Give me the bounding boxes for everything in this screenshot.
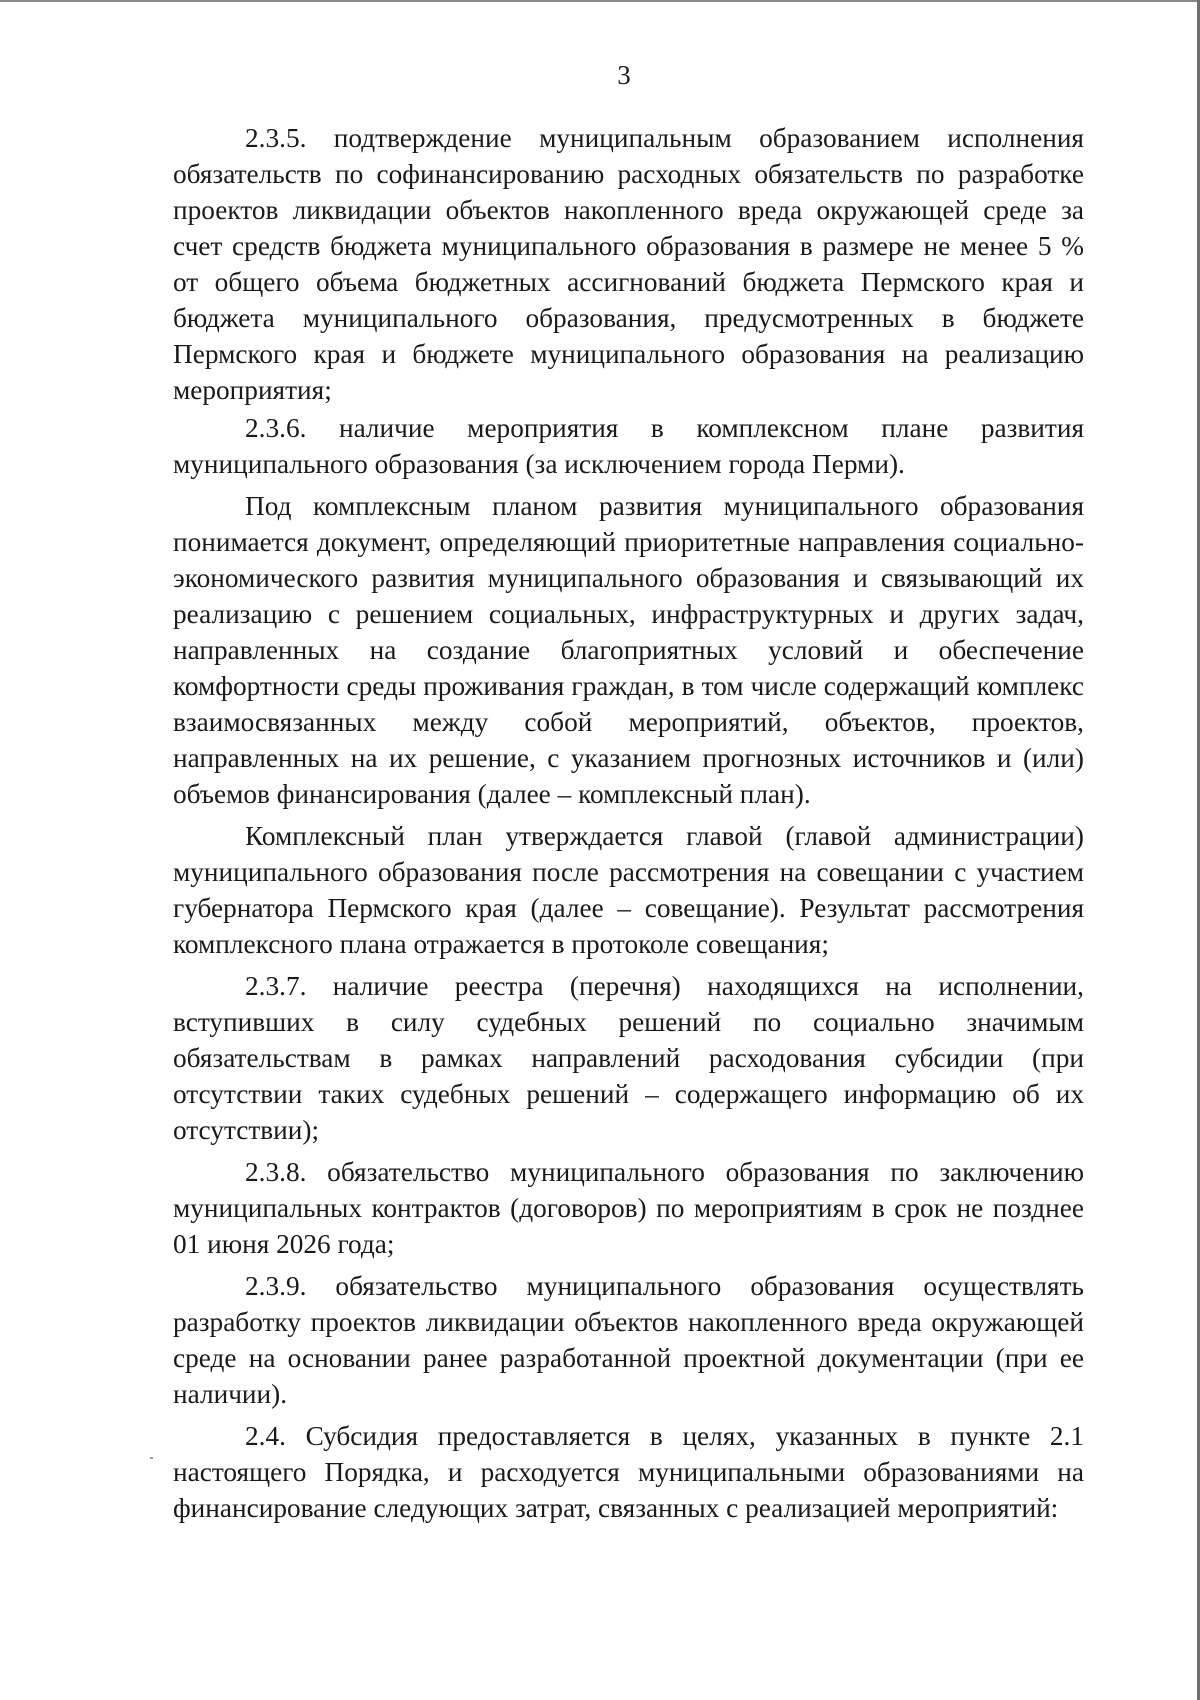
paragraph-2-3-9: 2.3.9. обязательство муниципального образования осуществлять разработку проектов ликвидации объектов накопленного вреда окружающей среде на основании ранее разработанной проектной документации (при ее наличии). [173, 1271, 1084, 1409]
page-number: 3 [617, 60, 631, 90]
paragraph-plan-definition: Под комплексным планом развития муниципального образования понимается документ, определяющий приоритетные направления социально-экономического развития муниципального образования и связывающий их реализацию с решением социальных, инфраструктурных и других задач, направленных на создание благоприятных условий и обеспечение комфортности среды проживания граждан, в том числе содержащий комплекс взаимосвязанных между собой мероприятий, объектов, проектов, направленных на их решение, с указанием прогнозных источников и (или) объемов финансирования (далее – комплексный план). [173, 491, 1084, 809]
paragraph-2-3-5: 2.3.5. подтверждение муниципальным образованием исполнения обязательств по софинансированию расходных обязательств по разработке проектов ликвидации объектов накопленного вреда окружающей среде за счет средств бюджета муниципального образования в размере не менее 5 % от общего объема бюджетных ассигнований бюджета Пермского края и бюджета муниципального образования, предусмотренных в бюджете Пермского края и бюджете муниципального образования на реализацию мероприятия; [173, 123, 1084, 405]
paragraph-2-3-6: 2.3.6. наличие мероприятия в комплексном плане развития муниципального образования (за исключением города Перми). [173, 413, 1084, 479]
document-body [173, 120, 1084, 1526]
paragraph-plan-approval: Комплексный план утверждается главой (главой администрации) муниципального образования после рассмотрения на совещании с участием губернатора Пермского края (далее – совещание). Результат рассмотрения комплексного плана отражается в протоколе совещания; [173, 821, 1084, 959]
paragraph-2-3-8: 2.3.8. обязательство муниципального образования по заключению муниципальных контрактов (договоров) по мероприятиям в срок не позднее 01 июня 2026 года; [173, 1157, 1084, 1259]
paragraph-2-3-7: 2.3.7. наличие реестра (перечня) находящихся на исполнении, вступивших в силу судебных решений по социально значимым обязательствам в рамках направлений расходования субсидии (при отсутствии таких судебных решений – содержащего информацию об их отсутствии); [173, 971, 1084, 1145]
paragraph-2-4: 2.4. Субсидия предоставляется в целях, указанных в пункте 2.1 настоящего Порядка, и расходуется муниципальными образованиями на финансирование следующих затрат, связанных с реализацией мероприятий: [173, 1421, 1084, 1523]
scan-edge-top [0, 0, 1200, 2]
scan-speck [150, 1457, 153, 1459]
